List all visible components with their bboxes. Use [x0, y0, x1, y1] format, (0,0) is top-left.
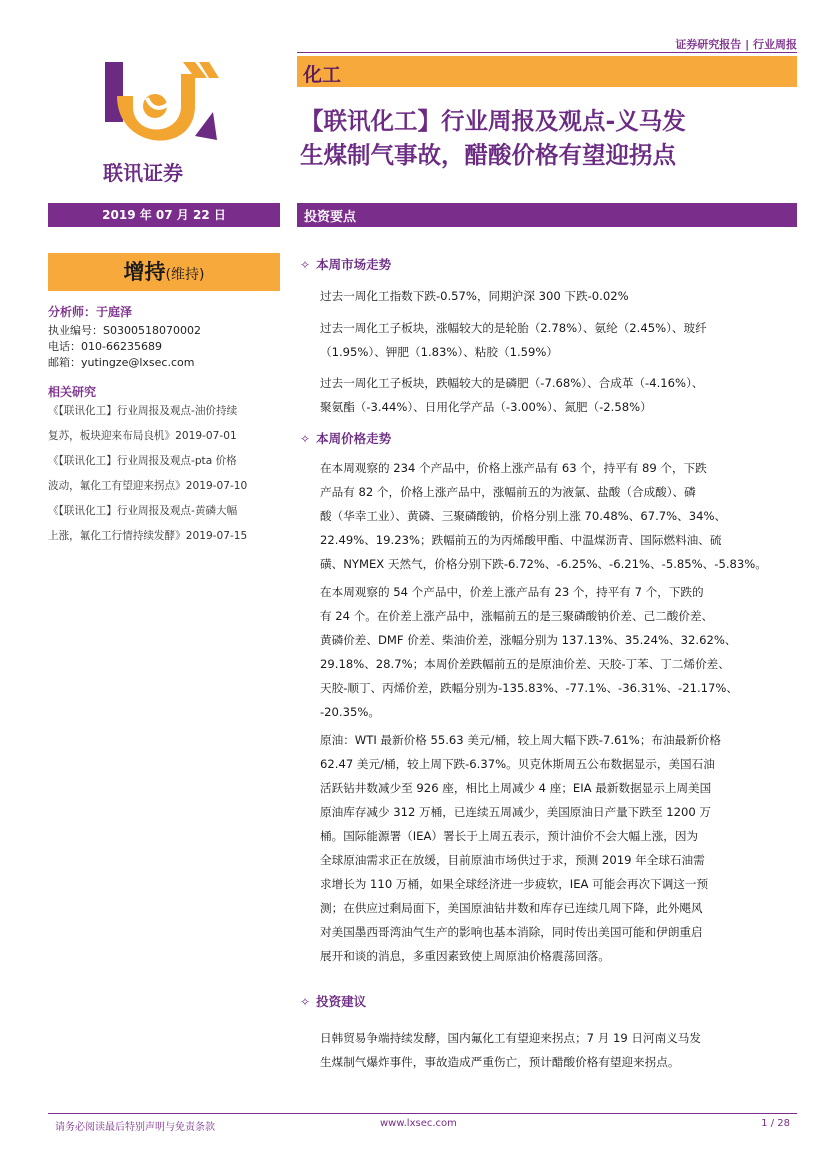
- footer-disclaimer[interactable]: 请务必阅读最后特别声明与免责条款: [55, 1122, 215, 1133]
- analyst-name: 分析师：于庭泽: [48, 305, 133, 319]
- analyst-phone: 电话：010-66235689: [48, 340, 162, 353]
- section-bar: [297, 203, 797, 227]
- related-line: 波动，氟化工有望迎来拐点》2019-07-10: [48, 480, 248, 492]
- related-research-list: [48, 399, 280, 549]
- rating-sub: (维持): [165, 267, 205, 283]
- sector-label: 化工: [303, 64, 342, 86]
- logo-text: 联讯证券: [103, 161, 183, 185]
- rating-main: 增持: [123, 260, 166, 284]
- related-line: 《【联讯化工】行业周报及观点-油价持续: [48, 405, 238, 417]
- price-paragraph-3: 原油：WTI 最新价格 55.63 美元/桶，较上周大幅下跌-7.61%；布油最新价格 62.47 美元/桶，较上周下跌-6.37%。贝克休斯周五公布数据显示，美国石油 活跃钻井数减少至 926 座，相比上周减少 4 座；EIA 最新数据显示上周美国 原油库存减少 312 万桶，已连续五周减少，美国原油日产量下跌至 1200 万 桶。国际能源署（IEA）署长于上周五表示，预计油价不会大幅上涨，因为 全球原油需求正在放缓，目前原油市场供过于求，预测 2019 年全球石油需 求增长为 110 万桶，如果全球经济进一步疲软，IEA 可能会再次下调这一预 测；在供应过剩局面下，美国原油钻井数和库存已连续几周下降，此外飓风 对美国墨西哥湾油气生产的影响也基本消除，同时传出美国可能和伊朗重启 展开和谈的消息，多重因素致使上周原油价格震荡回落。: [320, 733, 721, 963]
- footer-rule: [48, 1113, 797, 1114]
- related-line: 《【联讯化工】行业周报及观点-黄磷大幅: [48, 505, 238, 517]
- related-line: 《【联讯化工】行业周报及观点-pta 价格: [48, 455, 237, 467]
- advice-paragraph: 日韩贸易争端持续发酵，国内氟化工有望迎来拐点；7 月 19 日河南义马发 生煤制气爆炸事件，事故造成严重伤亡，预计醋酸价格有望迎来拐点。: [320, 1031, 701, 1069]
- company-logo: [95, 56, 235, 188]
- report-date: 2019 年 07 月 22 日: [48, 203, 280, 227]
- page-number: 1 / 28: [761, 1118, 790, 1129]
- report-title: [300, 104, 800, 172]
- price-paragraph-1: 在本周观察的 234 个产品中，价格上涨产品有 63 个，持平有 89 个，下跌 产品有 82 个，价格上涨产品中，涨幅前五的为液氯、盐酸（合成酸）、磷 酸（华幸工业）、黄磷、三聚磷酸钠，价格分别上涨 70.48%、67.7%、34%、 22.49%、19.23%；跌幅前五的为丙烯酸甲酯、中温煤沥青、国际燃料油、硫 磺、NYMEX 天然气，价格分别下跌-6.72%、-6.25%、-6.21%、-5.85%、-5.83%。: [320, 461, 767, 571]
- sector-bar: [297, 56, 797, 87]
- market-paragraph-1: 过去一周化工指数下跌-0.57%，同期沪深 300 下跌-0.02%: [320, 289, 629, 303]
- market-heading: ✧ 本周市场走势: [300, 257, 392, 272]
- analyst-license: 执业编号：S0300518070002: [48, 324, 201, 337]
- diamond-bullet-icon: ✧: [300, 258, 311, 272]
- title-line: 生煤制气事故，醋酸价格有望迎拐点: [300, 141, 676, 169]
- logo-mark-icon: [95, 56, 235, 188]
- related-line: 复苏，板块迎来布局良机》2019-07-01: [48, 430, 237, 442]
- advice-heading: ✧ 投资建议: [300, 994, 367, 1009]
- section-title: 投资要点: [304, 210, 357, 225]
- diamond-bullet-icon: ✧: [300, 995, 311, 1009]
- market-paragraph-3: 过去一周化工子板块，跌幅较大的是磷肥（-7.68%）、合成革（-4.16%）、 聚氨酯（-3.44%）、日用化学产品（-3.00%）、氮肥（-2.58%）: [320, 376, 704, 414]
- header-rule: [297, 52, 797, 53]
- footer-website[interactable]: www.lxsec.com: [380, 1118, 457, 1129]
- analyst-email: 邮箱：yutingze@lxsec.com: [48, 356, 195, 369]
- related-line: 上涨，氟化工行情持续发酵》2019-07-15: [48, 530, 248, 542]
- market-paragraph-2: 过去一周化工子板块，涨幅较大的是轮胎（2.78%）、氨纶（2.45%）、玻纤 （1.95%）、钾肥（1.83%）、粘胶（1.59%）: [320, 321, 707, 359]
- price-heading: ✧ 本周价格走势: [300, 431, 392, 446]
- report-type-label: 证券研究报告 | 行业周报: [675, 38, 797, 51]
- title-line: 【联讯化工】行业周报及观点-义马发: [300, 107, 686, 135]
- price-paragraph-2: 在本周观察的 54 个产品中，价差上涨产品有 23 个，持平有 7 个，下跌的 有 24 个。在价差上涨产品中，涨幅前五的是三聚磷酸钠价差、己二酸价差、 黄磷价差、DMF 价差、柴油价差，涨幅分别为 137.13%、35.24%、32.62%、 29.18%、28.7%；本周价差跌幅前五的是原油价差、天胶-丁苯、丁二烯价差、 天胶-顺丁、丙烯价差，跌幅分别为-135.83%、-77.1%、-36.31%、-21.17%、 -20.35%。: [320, 585, 739, 719]
- related-research-heading: 相关研究: [48, 385, 97, 399]
- diamond-bullet-icon: ✧: [300, 432, 311, 446]
- rating-box: [48, 253, 280, 291]
